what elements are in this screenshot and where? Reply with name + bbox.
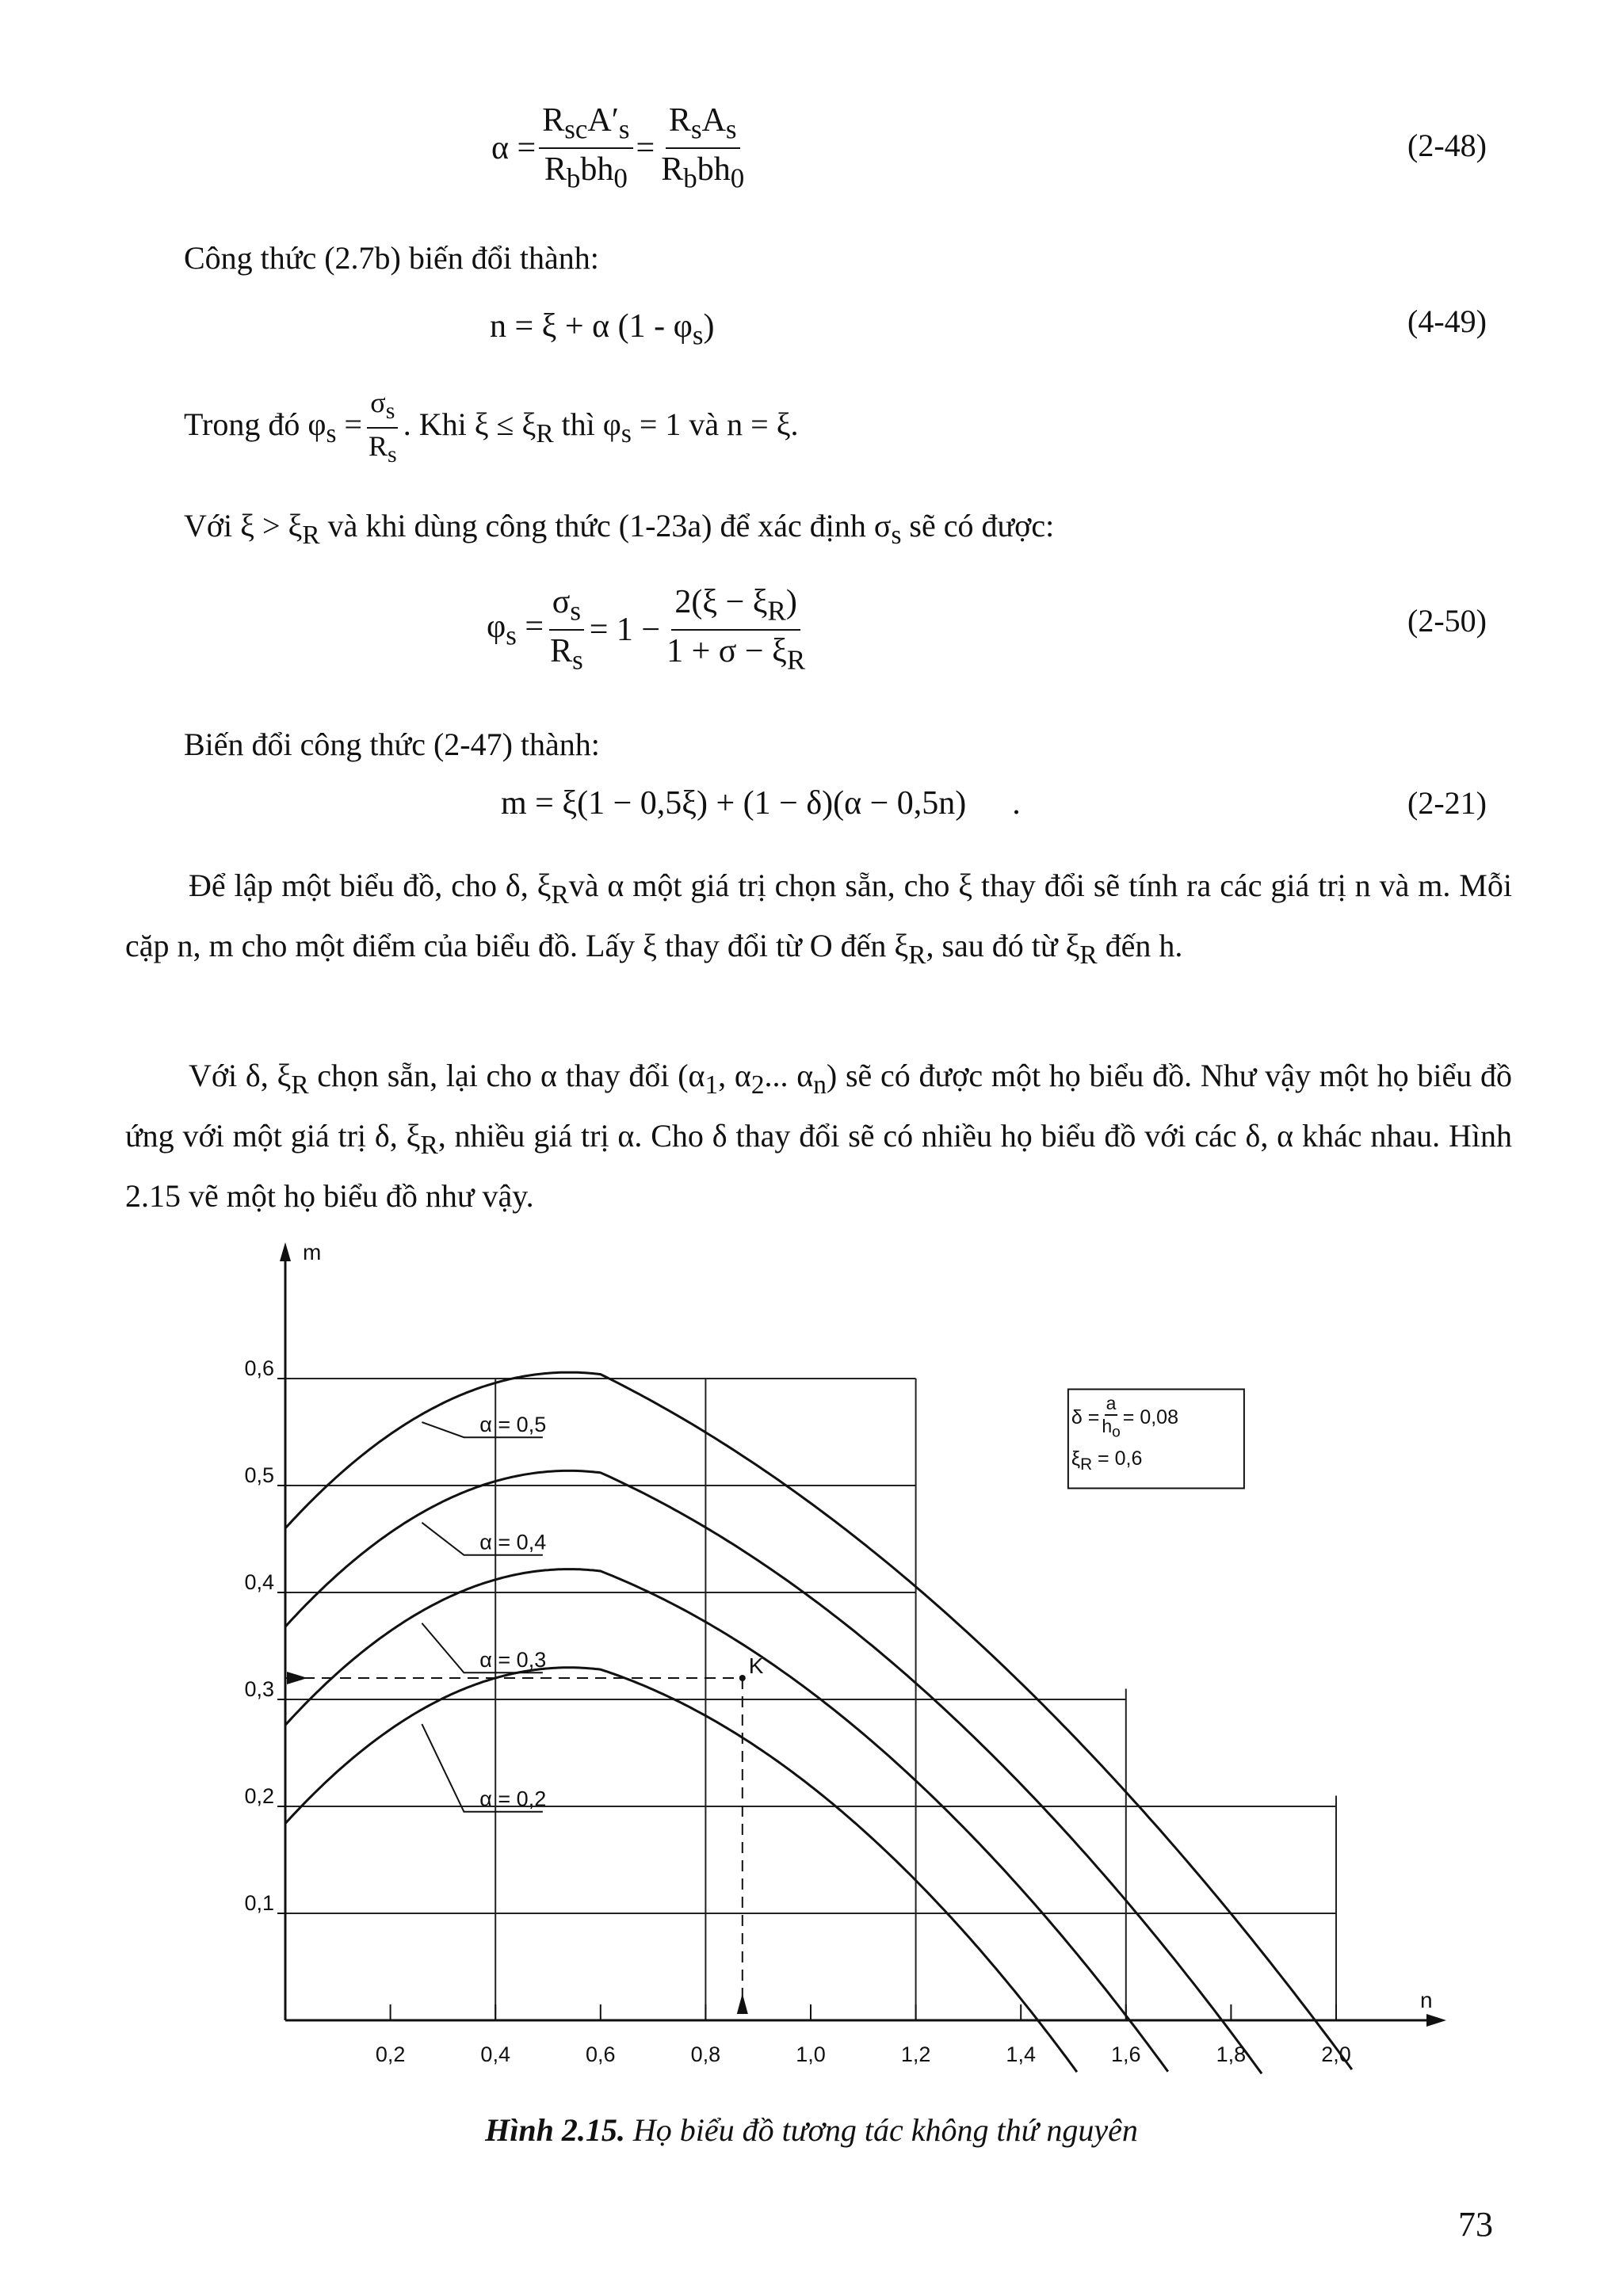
curve-series [285, 1668, 1077, 2072]
equation-2-21 [501, 784, 1021, 822]
curve-series [285, 1470, 1262, 2073]
equation-number: (2-50) [1407, 603, 1487, 639]
xi-r-value: $\xi_R = 0,6$ [1071, 1447, 1143, 1474]
x-tick-label: 1,0 [796, 2042, 826, 2066]
equation-number: (4-49) [1407, 303, 1487, 339]
y-tick-label: 0,1 [244, 1891, 274, 1915]
x-tick-label: 2,0 [1321, 2042, 1351, 2066]
fraction-numerator: a [1105, 1393, 1118, 1417]
x-tick-label: 0,4 [480, 2042, 510, 2066]
equation-mid: = 1 − [589, 611, 661, 648]
fraction [1102, 1393, 1120, 1442]
equation-4-49 [490, 307, 714, 351]
equation-2-50 [487, 583, 812, 676]
x-tick-label: 0,2 [375, 2042, 406, 2066]
curve-label: α = 0,3 [479, 1647, 547, 1672]
equation-dot: . [1012, 785, 1021, 822]
k-arrow-up-icon [737, 1993, 748, 2014]
paragraph [125, 860, 1512, 981]
text-line: Công thức (2.7b) biến đổi thành: [184, 240, 599, 276]
fraction [663, 583, 808, 676]
text-prefix: Trong đó $\varphi_s$ = [184, 406, 362, 449]
fraction-denominator: $h_o$ [1102, 1416, 1121, 1441]
fraction-numerator: $R_sA_s$ [666, 101, 740, 149]
delta-prefix: δ = [1071, 1405, 1100, 1428]
y-axis-arrow-icon [280, 1242, 291, 1261]
equation-number: (2-21) [1407, 785, 1487, 821]
fraction-numerator: $\sigma_s$ [367, 387, 398, 429]
caption-label: Hình 2.15. [485, 2112, 625, 2148]
equals-sign: = [636, 129, 655, 166]
paragraph [125, 1051, 1512, 1222]
y-tick-label: 0,3 [244, 1677, 274, 1701]
fraction-numerator: $R_{sc}A'_s$ [539, 101, 632, 149]
caption-text: Họ biểu đồ tương tác không thứ nguyên [624, 2112, 1138, 2148]
y-tick-label: 0,2 [244, 1784, 274, 1808]
delta-formula [1071, 1393, 1241, 1442]
figure-caption [0, 2111, 1623, 2149]
fraction-denominator: $R_bbh_0$ [661, 151, 745, 194]
delta-value: = 0,08 [1122, 1405, 1178, 1428]
interaction-diagram-chart [238, 1236, 1490, 2100]
fraction [658, 101, 747, 194]
text-line: Với $\xi > \xi_R$ và khi dùng công thức (1-23a) để xác định $\sigma_s$ sẽ có được: [184, 508, 1055, 550]
x-tick-label: 1,8 [1216, 2042, 1247, 2066]
parameter-box-content [1071, 1393, 1241, 1486]
text-line: Biến đổi công thức (2-47) thành: [184, 727, 600, 762]
x-tick-label: 0,8 [690, 2042, 721, 2066]
y-tick-label: 0,6 [244, 1356, 274, 1380]
fraction-denominator: $R_s$ [368, 429, 397, 467]
text-line-trong-do [184, 387, 799, 468]
x-tick-label: 1,4 [1006, 2042, 1036, 2066]
x-axis-label: n [1420, 1988, 1433, 2012]
point-k [739, 1675, 746, 1681]
point-k-label: K [748, 1653, 764, 1678]
page-number: 73 [1458, 2205, 1493, 2244]
fraction-denominator: $R_s$ [550, 632, 583, 676]
k-arrow-right-icon [287, 1672, 307, 1684]
equation-body: n = ξ + α $(1 - \varphi_s)$ [490, 308, 715, 351]
curve-label: α = 0,2 [479, 1787, 547, 1811]
y-axis-label: m [303, 1240, 322, 1264]
text-suffix: . Khi $\xi \le \xi_R$ thì $\varphi_s = 1$ và n = ξ. [403, 406, 799, 449]
fraction-denominator: $1 + \sigma - \xi_R$ [666, 632, 806, 676]
y-tick-label: 0,4 [244, 1570, 274, 1594]
equation-number: (2-48) [1407, 128, 1487, 163]
x-tick-label: 1,6 [1111, 2042, 1141, 2066]
x-tick-label: 1,2 [900, 2042, 931, 2066]
fraction [539, 101, 632, 194]
fraction [547, 583, 586, 676]
paragraph-text: Để lập một biểu đồ, cho δ, $\xi_Rvà$ α một giá trị chọn sẵn, cho ξ thay đổi sẽ tính ra các giá trị n và m. Mỗi cặp n, m cho một điểm của biểu đồ. Lấy ξ thay đổi từ O đến $\xi_R$, sau đó từ $\xi_R$ đến h. [125, 868, 1512, 970]
paragraph-text: Với δ, $\xi_R$ chọn sẵn, lại cho α thay đổi ($\alpha_1$, $\alpha_2$... $\alpha_n$) sẽ có được một họ biểu đồ. Như vậy một họ biểu đồ ứng với một giá trị δ, $\xi_R$, nhiều giá trị α. Cho δ thay đổi sẽ có nhiều họ biểu đồ với các δ, α khác nhau. Hình 2.15 vẽ một họ biểu đồ như vậy. [125, 1058, 1512, 1214]
curve-label: α = 0,5 [479, 1412, 547, 1436]
equation-2-48 [491, 101, 750, 194]
equation-body: m = ξ(1 − 0,5ξ) + (1 − δ)(α − 0,5n) [501, 785, 967, 822]
fraction-numerator: $2(\xi - \xi_R)$ [671, 583, 800, 631]
x-tick-label: 0,6 [586, 2042, 616, 2066]
y-tick-label: 0,5 [244, 1463, 274, 1487]
equation-lhs: α = [491, 129, 537, 166]
fraction-denominator: $R_bbh_0$ [544, 151, 628, 194]
equation-lhs: $\varphi_s$ = [487, 608, 544, 651]
fraction-numerator: $\sigma_s$ [549, 583, 584, 631]
curve-series [285, 1569, 1168, 2072]
curve-label: α = 0,4 [479, 1530, 547, 1554]
x-axis-arrow-icon [1426, 2014, 1446, 2027]
fraction [365, 387, 400, 468]
